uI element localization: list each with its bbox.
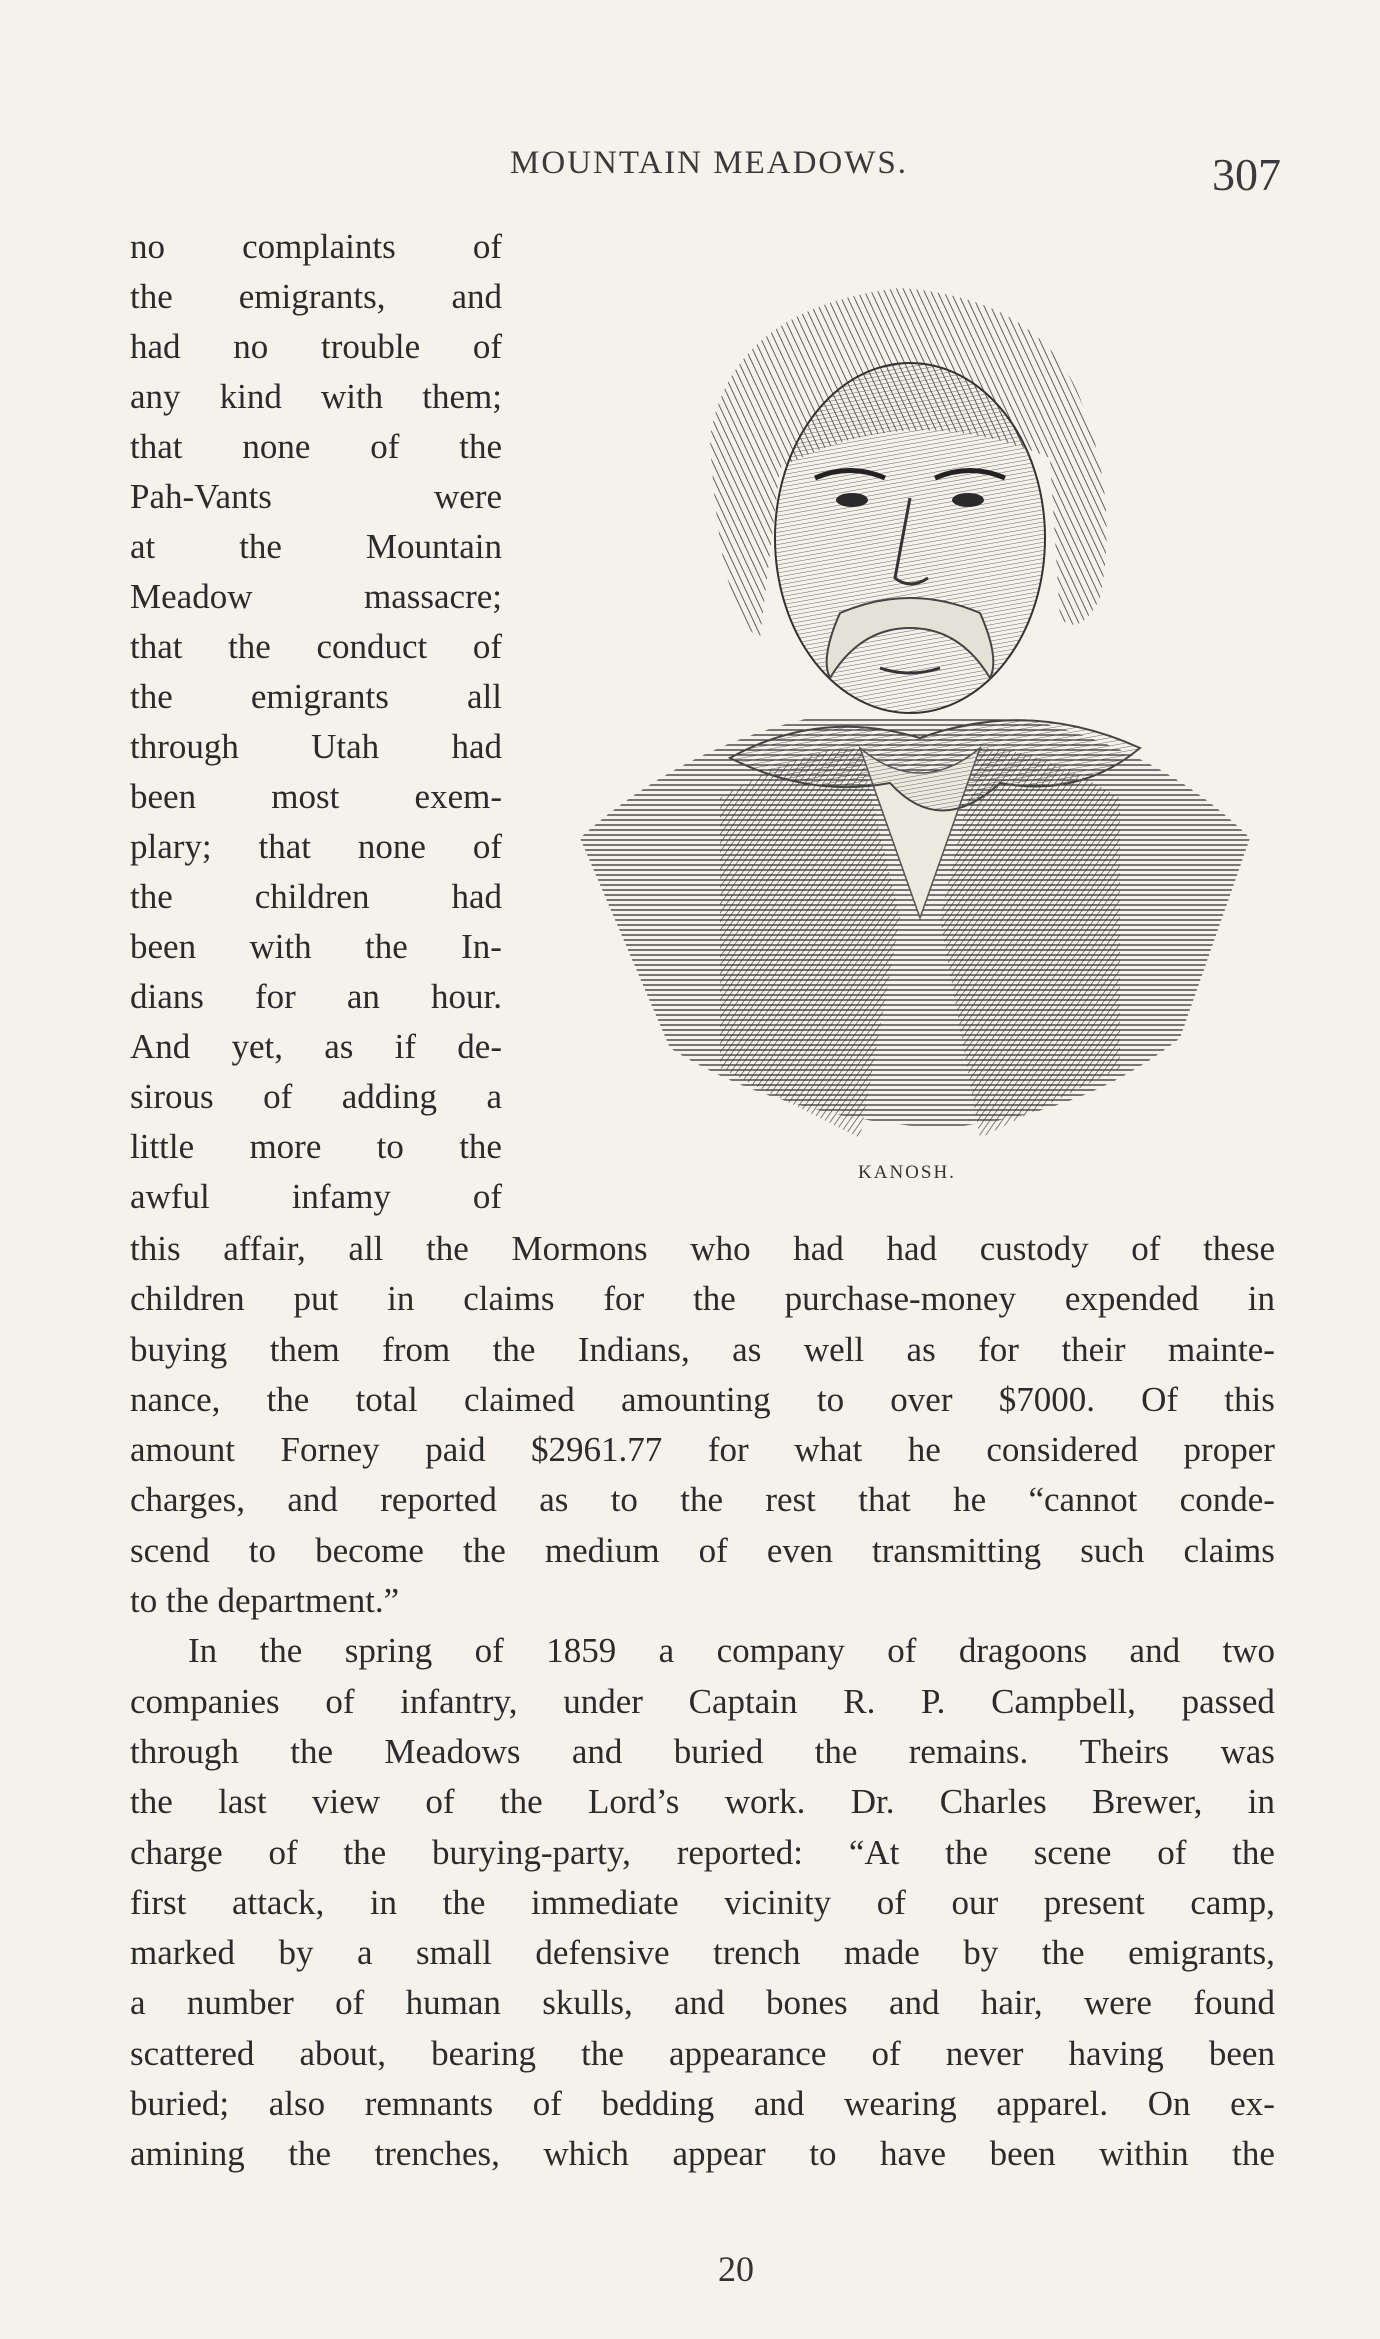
portrait-caption: KANOSH. — [858, 1162, 956, 1183]
side-column-line: been most exem- — [130, 777, 502, 816]
kanosh-portrait — [560, 278, 1260, 1148]
page-number: 307 — [1212, 149, 1281, 200]
body-line: children put in claims for the purchase-money expended in — [130, 1279, 1275, 1319]
side-column-text — [130, 222, 502, 1222]
body-line: charge of the burying-party, reported: “At the scene of the — [130, 1832, 1275, 1872]
side-column-line: dians for an hour. — [130, 977, 502, 1016]
side-column-line: through Utah had — [130, 727, 502, 766]
side-column-line: the children had — [130, 877, 502, 916]
side-column-line: been with the In- — [130, 927, 502, 966]
body-line: through the Meadows and buried the remains. Theirs was — [130, 1731, 1275, 1771]
side-column-line: at the Mountain — [130, 527, 502, 566]
side-column-line: plary; that none of — [130, 827, 502, 866]
side-column-line: any kind with them; — [130, 377, 502, 416]
body-line: the last view of the Lord’s work. Dr. Charles Brewer, in — [130, 1782, 1275, 1822]
body-line: nance, the total claimed amounting to over $7000. Of this — [130, 1379, 1275, 1419]
side-column-line: sirous of adding a — [130, 1077, 502, 1116]
body-line: charges, and reported as to the rest that he “cannot conde- — [130, 1480, 1275, 1520]
side-column-line: little more to the — [130, 1127, 502, 1166]
body-line: scattered about, bearing the appearance of never having been — [130, 2033, 1275, 2073]
side-column-line: the emigrants all — [130, 677, 502, 716]
body-line: this affair, all the Mormons who had had custody of these — [130, 1229, 1275, 1268]
side-column-line: Meadow massacre; — [130, 577, 502, 616]
side-column-line: awful infamy of — [130, 1177, 502, 1216]
side-column-line: And yet, as if de- — [130, 1027, 502, 1066]
signature-mark: 20 — [718, 2249, 754, 2289]
body-line: amount Forney paid $2961.77 for what he considered proper — [130, 1430, 1275, 1470]
body-line: companies of infantry, under Captain R. P. Campbell, passed — [130, 1681, 1275, 1721]
side-column-line: that the conduct of — [130, 627, 502, 666]
side-column-line: Pah-Vants were — [130, 477, 502, 516]
body-line: to the department.” — [130, 1581, 400, 1621]
body-line: In the spring of 1859 a company of dragoons and two — [188, 1631, 1275, 1671]
body-line: a number of human skulls, and bones and hair, were found — [130, 1983, 1275, 2023]
body-line: first attack, in the immediate vicinity of our present camp, — [130, 1882, 1275, 1922]
running-title: MOUNTAIN MEADOWS. — [510, 145, 908, 181]
side-column-line: had no trouble of — [130, 327, 502, 366]
side-column-line: that none of the — [130, 427, 502, 466]
body-line: amining the trenches, which appear to have been within the — [130, 2134, 1275, 2174]
side-column-line: no complaints of — [130, 227, 502, 266]
body-line: buried; also remnants of bedding and wearing apparel. On ex- — [130, 2084, 1275, 2124]
body-line: buying them from the Indians, as well as for their mainte- — [130, 1329, 1275, 1369]
body-line: marked by a small defensive trench made by the emigrants, — [130, 1933, 1275, 1973]
body-line: scend to become the medium of even transmitting such claims — [130, 1530, 1275, 1570]
side-column-line: the emigrants, and — [130, 277, 502, 316]
body-text — [130, 1224, 1275, 2180]
